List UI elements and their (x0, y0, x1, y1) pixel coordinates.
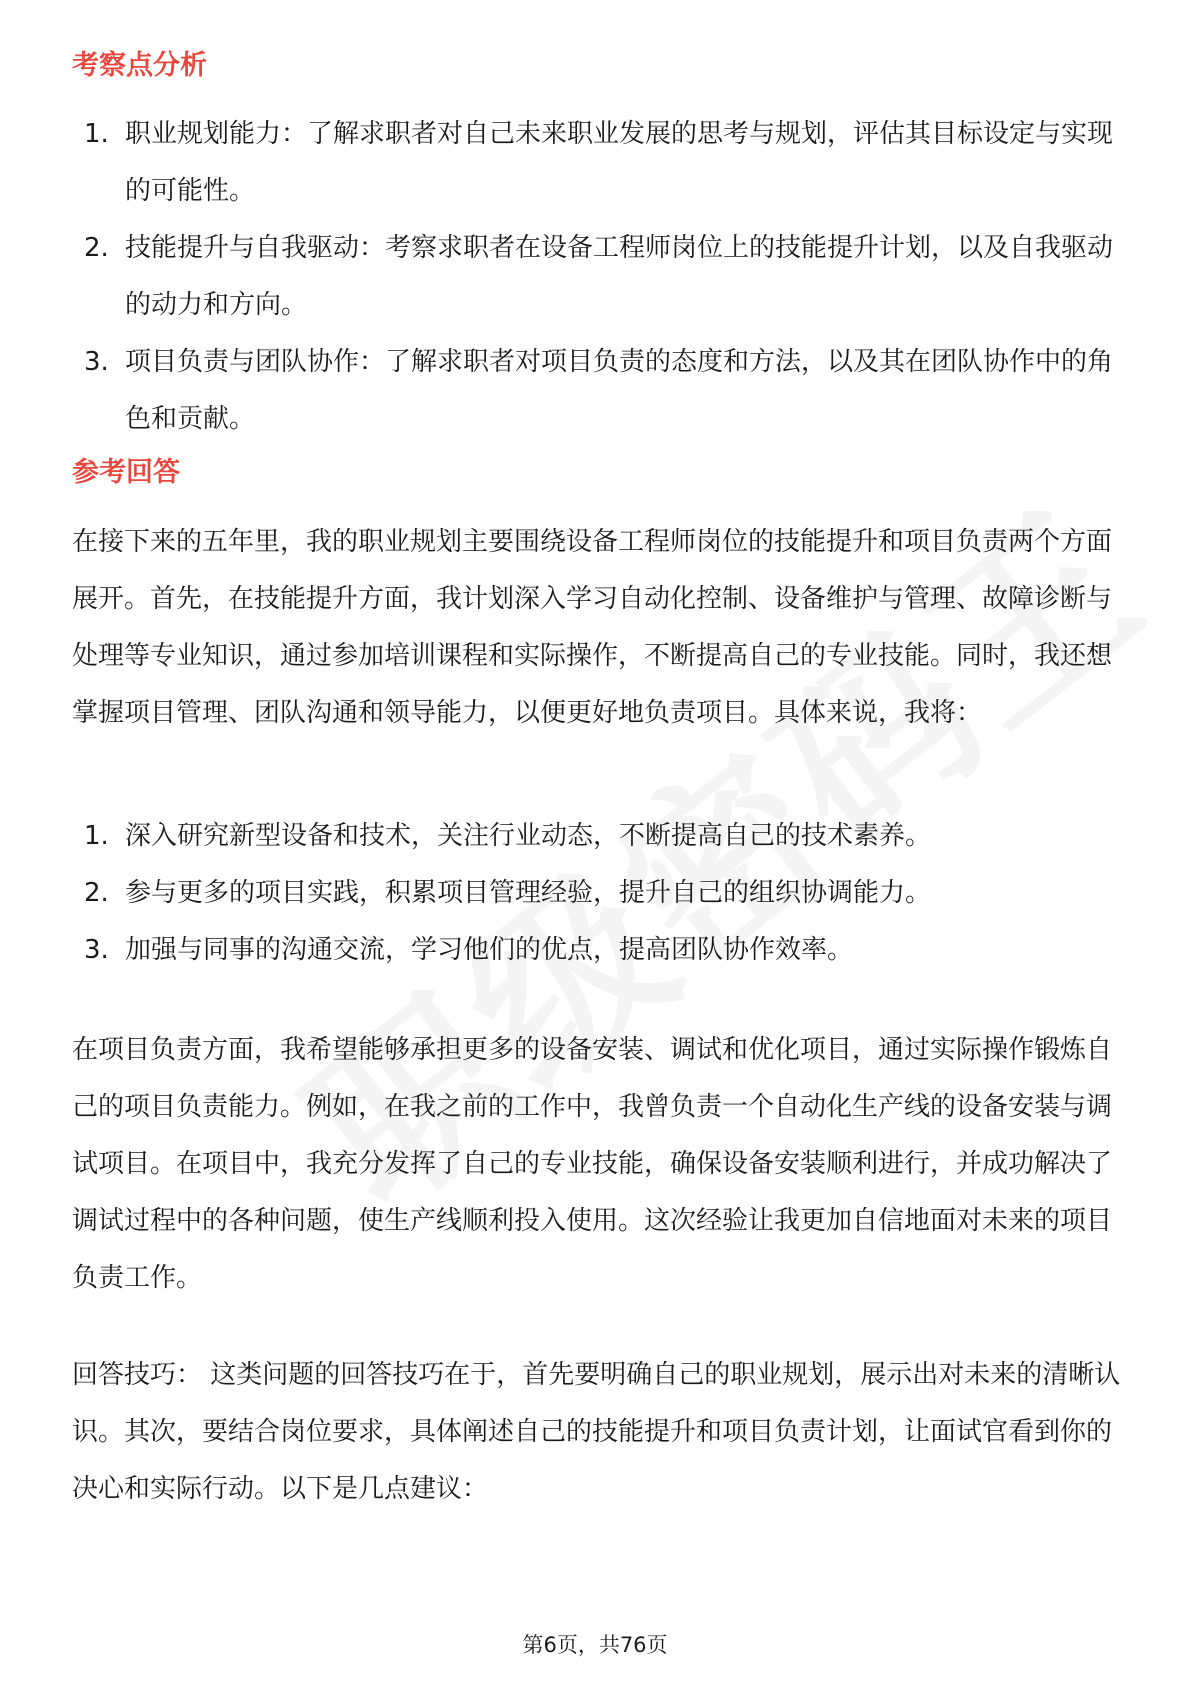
list-number: 1. (84, 119, 109, 149)
section-heading-reference-answer: 参考回答 (72, 457, 180, 488)
list-item (84, 106, 1124, 220)
list-item (84, 334, 1124, 448)
answer-intro-paragraph: 在接下来的五年里，我的职业规划主要围绕设备工程师岗位的技能提升和项目负责两个方面展开。首先，在技能提升方面，我计划深入学习自动化控制、设备维护与管理、故障诊断与处理等专业知识，通过参加培训课程和实际操作，不断提高自己的专业技能。同时，我还想掌握项目管理、团队沟通和领导能力，以便更好地负责项目。具体来说，我将： (72, 527, 1113, 728)
list-text: 参与更多的项目实践，积累项目管理经验，提升自己的组织协调能力。 (125, 878, 932, 908)
page-number: 第6页，共76页 (522, 1633, 668, 1657)
list-number: 3. (84, 347, 109, 377)
list-text: 加强与同事的沟通交流，学习他们的优点，提高团队协作效率。 (125, 935, 854, 965)
list-text: 职业规划能力：了解求职者对自己未来职业发展的思考与规划，评估其目标设定与实现的可能性。 (125, 119, 1114, 206)
list-text: 项目负责与团队协作：了解求职者对项目负责的态度和方法，以及其在团队协作中的角色和贡献。 (125, 347, 1114, 434)
list-item (84, 808, 1124, 865)
analysis-list (84, 106, 1124, 448)
list-item (84, 220, 1124, 334)
section-heading-analysis: 考察点分析 (72, 50, 207, 81)
list-item (84, 865, 1124, 922)
list-number: 1. (84, 821, 109, 851)
list-text: 深入研究新型设备和技术，关注行业动态，不断提高自己的技术素养。 (125, 821, 932, 851)
tips-paragraph: 回答技巧： 这类问题的回答技巧在于，首先要明确自己的职业规划，展示出对未来的清晰认识。其次，要结合岗位要求，具体阐述自己的技能提升和项目负责计划，让面试官看到你的决心和实际行动。以下是几点建议： (72, 1360, 1121, 1504)
list-number: 3. (84, 935, 109, 965)
list-text: 技能提升与自我驱动：考察求职者在设备工程师岗位上的技能提升计划，以及自我驱动的动力和方向。 (125, 233, 1114, 320)
project-paragraph: 在项目负责方面，我希望能够承担更多的设备安装、调试和优化项目，通过实际操作锻炼自己的项目负责能力。例如，在我之前的工作中，我曾负责一个自动化生产线的设备安装与调试项目。在项目中，我充分发挥了自己的专业技能，确保设备安装顺利进行，并成功解决了调试过程中的各种问题，使生产线顺利投入使用。这次经验让我更加自信地面对未来的项目负责工作。 (72, 1035, 1113, 1293)
plan-list (84, 808, 1124, 979)
list-item (84, 922, 1124, 979)
list-number: 2. (84, 878, 109, 908)
list-number: 2. (84, 233, 109, 263)
